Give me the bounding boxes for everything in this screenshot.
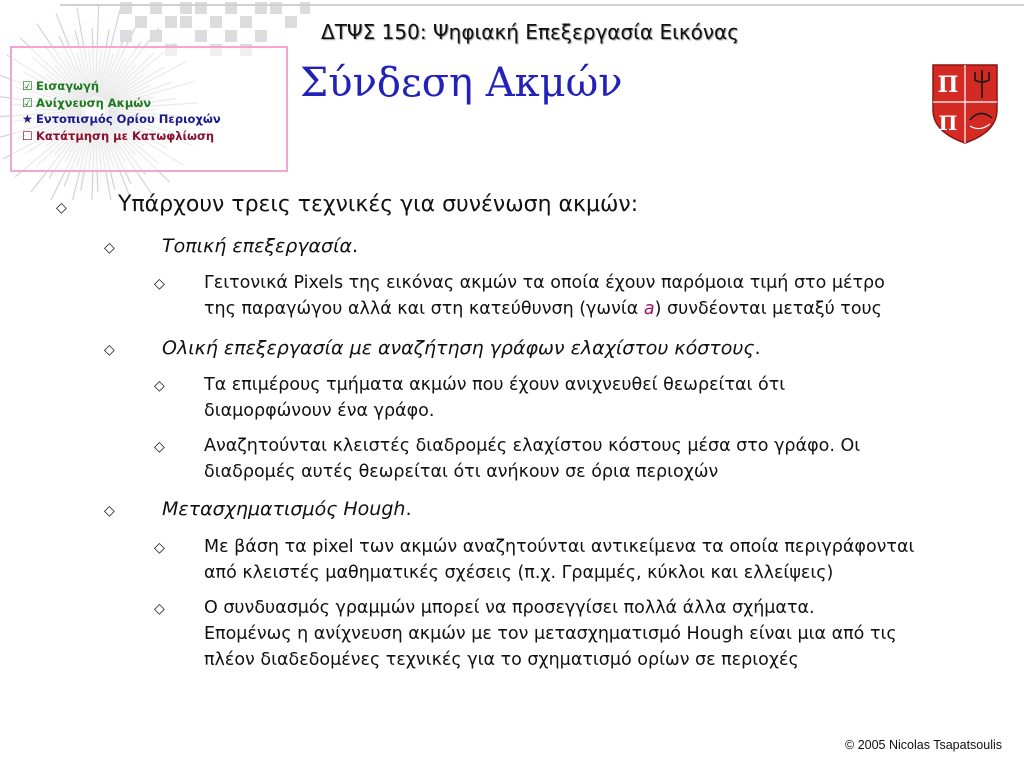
pixel-square [135, 16, 147, 28]
bullet-diamond-icon: ◇ [154, 601, 165, 617]
global-processing-text-2: Αναζητούνται κλειστές διαδρομές ελαχίστου κόστους μέσα στο γράφο. Οι διαδρομές αυτές θεωρείται ότι ανήκουν σε όρια περιοχών [204, 436, 861, 482]
pixel-square [195, 30, 207, 42]
logo-letter-bottom: Π [938, 111, 958, 135]
pixel-square [180, 16, 192, 28]
checked-box-icon: ☑ [22, 95, 33, 110]
slide-title: Σύνδεση Ακμών [300, 60, 623, 106]
copyright-footer: © 2005 Nicolas Tsapatsoulis [845, 738, 1002, 752]
pixel-square [255, 30, 267, 42]
outline-item-thresholding: ☐ Κατάτμηση με Κατωφλίωση [22, 128, 215, 143]
outline-item-edge-detection: ☑ Ανίχνευση Ακμών [22, 95, 152, 110]
pixel-square [225, 30, 237, 42]
empty-box-icon: ☐ [22, 128, 33, 143]
pixel-square [240, 16, 252, 28]
university-logo-icon [930, 62, 1000, 146]
logo-letter-top: Π [937, 72, 959, 98]
bullet-diamond-icon: ◇ [154, 439, 165, 455]
pixel-square [120, 30, 132, 42]
star-icon: ★ [22, 112, 33, 126]
course-title: ΔΤΨΣ 150: Ψηφιακή Επεξεργασία Εικόνας [321, 20, 739, 44]
pixel-square [285, 16, 297, 28]
hough-text-2: Ο συνδυασμός γραμμών μπορεί να προσεγγίσει πολλά άλλα σχήματα. Επομένως η ανίχνευση ακμών με τον μετασχηματισμό Hough είναι μια από τις πλέον διαδεδομένες τεχνικές για το σχηματισμό ορίων σε περιοχές [204, 598, 897, 670]
bullet-diamond-icon: ◇ [104, 503, 115, 519]
bullet-diamond-icon: ◇ [154, 378, 165, 394]
header-rule [60, 4, 1024, 6]
outline-item-intro: ☑ Εισαγωγή [22, 79, 100, 93]
checked-box-icon: ☑ [22, 79, 33, 93]
heading-hough-transform: Μετασχηματισμός Hough. [162, 498, 412, 520]
heading-global-processing: Ολική επεξεργασία με αναζήτηση γράφων ελαχίστου κόστους. [162, 337, 761, 359]
intro-text: Υπάρχουν τρεις τεχνικές για συνένωση ακμών: [118, 192, 639, 217]
hough-text-1: Με βάση τα pixel των ακμών αναζητούνται αντικείμενα τα οποία περιγράφονται από κλειστές μαθηματικές σχέσεις (π.χ. Γραμμές, κύκλοι και ελλείψεις) [204, 537, 915, 583]
outline-box [10, 46, 288, 172]
bullet-diamond-icon: ◇ [56, 200, 67, 216]
pixel-square [150, 30, 162, 42]
bullet-diamond-icon: ◇ [154, 540, 165, 556]
bullet-diamond-icon: ◇ [104, 240, 115, 256]
bullet-diamond-icon: ◇ [104, 342, 115, 358]
pixel-square [210, 16, 222, 28]
outline-item-boundary-detection: ★ Εντοπισμός Ορίου Περιοχών [22, 112, 221, 126]
local-processing-text: Γειτονικά Pixels της εικόνας ακμών τα οποία έχουν παρόμοια τιμή στο μέτρο της παραγώγου αλλά και στη κατεύθυνση (γωνία a) συνδέονται μεταξύ τους [204, 273, 885, 319]
angle-alpha-symbol: a [643, 299, 655, 319]
bullet-diamond-icon: ◇ [154, 276, 165, 292]
global-processing-text-1: Τα επιμέρους τμήματα ακμών που έχουν ανιχνευθεί θεωρείται ότι διαμορφώνουν ένα γράφο. [204, 375, 786, 421]
heading-local-processing: Τοπική επεξεργασία. [162, 235, 359, 257]
pixel-square [165, 16, 177, 28]
